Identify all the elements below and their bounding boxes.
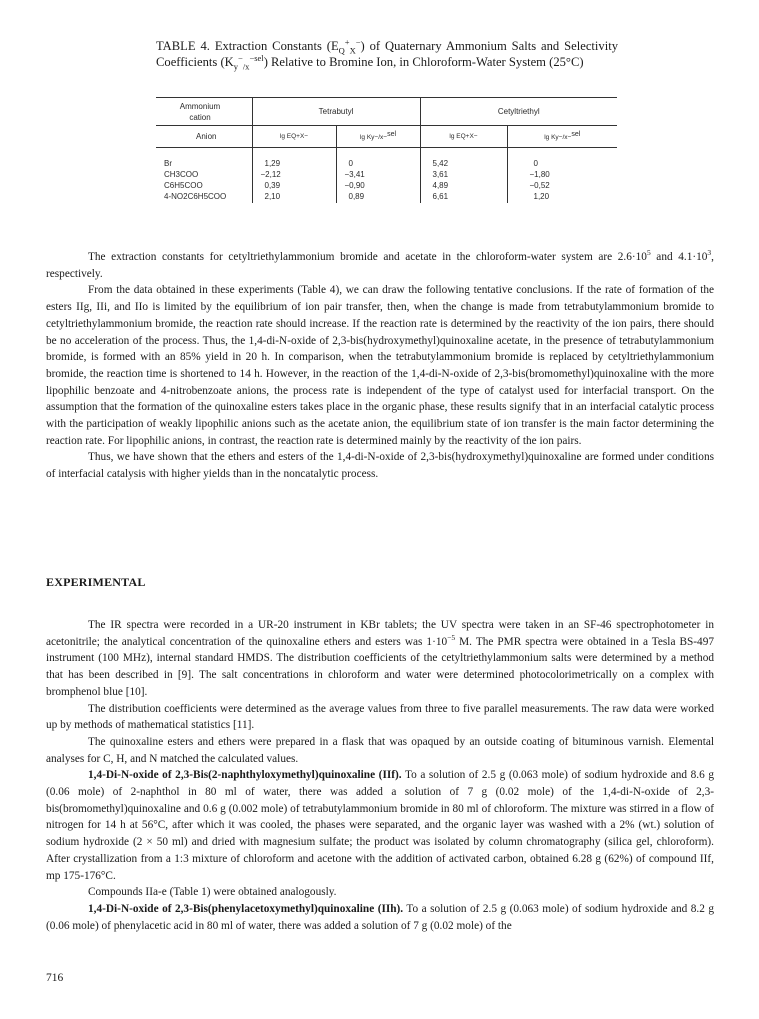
anion-cell: Br — [164, 158, 172, 168]
value-cell: 5,42 — [420, 158, 507, 169]
page-number: 716 — [46, 972, 64, 984]
extraction-constants-table — [156, 97, 617, 203]
caption-sup: −sel — [249, 52, 264, 63]
value-cell: 1,20 — [507, 191, 617, 203]
header-lg-k-tetrabutyl: lg Ky−/x−$^{sel}$ — [336, 126, 420, 148]
value-cell: 2,10 — [252, 191, 336, 203]
value-cell: 4,89 — [420, 180, 507, 191]
caption-sub: /x — [242, 61, 250, 72]
paragraph: Thus, we have shown that the ethers and esters of the 1,4-di-N-oxide of 2,3-bis(hydroxymethyl)quinoxaline are formed under conditions of interfacial catalysis with higher yields than in the noncatalytic process. — [46, 451, 714, 481]
caption-sup: − — [355, 36, 361, 47]
paragraph: The distribution coefficients were determined as the average values from three to five parallel measurements. The raw data were worked up by methods of mathematical statistics [11]. — [46, 702, 714, 732]
value-cell: −0,90 — [336, 180, 420, 191]
header-lg-e-cetyl: lg EQ+X− — [420, 126, 507, 148]
caption-text: ) Relative to Bromine Ion, in Chloroform-Water System (25°C) — [263, 55, 584, 69]
value-cell: −3,41 — [336, 169, 420, 180]
table-row — [156, 169, 617, 180]
table-row — [156, 191, 617, 203]
anion-cell: C6H5COO — [164, 180, 203, 190]
table-row — [156, 158, 617, 169]
paragraph: From the data obtained in these experiments (Table 4), we can draw the following tentative conclusions. If the rate of formation of the esters IIg, IIi, and IIo is limited by the equilibrium of ion pair transfer, then, when the change is made from tetrabutylammonium bromide to cetyltriethylammonium bromide, the reaction rate should increase. If the reaction rate is determined by the reactivity of the ion pairs, there should be no acceleration of the process. Thus, the 1,4-di-N-oxide of 2,3-bis(hydroxymethyl)quinoxaline acetate, in the presence of tetrabutylammonium bromide, is formed with an 85% yield in 20 h. In comparison, when the tetrabutylammonium bromide is replaced by cetyltriethylammonium bromide, the reaction time is shortened to 14 h. However, in the reaction of the 1,4-di-N-oxide of 2,3-bis(bromomethyl)quinoxaline with the more lipophilic benzoate and 4-nitrobenzoate anions, the process rate is independent of the type of catalyst used for interfacial transport. On the assumption that the formation of the quinoxaline esters takes place in the organic phase, these results signify that in an interfacial catalytic process with the participation of weakly lipophilic anions such as the acetate anion, the equilibrium state of ion transfer is the main factor determining the reaction rate. For lipophilic anions, in contrast, the reaction rate is determined mainly by the reactivity of the ion pairs. — [46, 284, 714, 447]
caption-sup: + — [344, 36, 350, 47]
caption-text: ) of Quaternary Ammonium Salts and Selectivity Coefficients (K — [156, 39, 618, 69]
value-cell: −1,80 — [507, 169, 617, 180]
header-lg-k-cetyl: lg Ky−/x−$^{sel}$ — [507, 126, 617, 148]
paragraph: The extraction constants for cetyltriethylammonium bromide and acetate in the chloroform-water system are $2.6\cdot 10^5$ and $4.1\cdot 10^3$, respectively. — [46, 248, 714, 280]
anion-cell: 4-NO2C6H5COO — [164, 192, 227, 201]
caption-text: TABLE 4. Extraction Constants (E — [156, 39, 339, 53]
discussion-section — [46, 249, 714, 483]
header-tetrabutyl: Tetrabutyl — [252, 98, 420, 126]
value-cell: 3,61 — [420, 169, 507, 180]
caption-sup: − — [238, 52, 243, 63]
header-cation: Ammonium cation — [179, 101, 221, 122]
anion-cell: CH3COO — [164, 169, 199, 179]
paragraph: The IR spectra were recorded in a UR-20 instrument in KBr tablets; the UV spectra were taken in an SF-46 spectrophotometer in acetonitrile; the analytical concentration of the quinoxaline ethers and esters was $1\cdot 10^{-5}$ M. The PMR spectra were obtained in a Tesla BS-497 instrument (100 MHz), internal standard HMDS. The distribution coefficients of the cetyltriethylammonium salts were determined by a method that has been described in [9]. The salt concentrations in chloroform and water were determined photocolorimetrically on a complex with bromphenol blue [10]. — [46, 619, 715, 698]
caption-sub: Q — [338, 45, 345, 56]
value-cell: 0 — [507, 158, 617, 169]
value-cell: 0 — [336, 158, 420, 169]
value-cell: −2,12 — [252, 169, 336, 180]
value-cell: 0,39 — [252, 180, 336, 191]
header-anion: Anion — [196, 132, 217, 141]
header-cetyltriethyl: Cetyltriethyl — [420, 98, 617, 126]
value-cell: 1,29 — [252, 158, 336, 169]
header-lg-e-tetrabutyl: lg EQ+X− — [252, 126, 336, 148]
paragraph: 1,4-Di-N-oxide of 2,3-Bis(phenylacetoxymethyl)quinoxaline (IIh). To a solution of 2.5 g (0.063 mole) of sodium hydroxide and 8.2 g (0.06 mole) of phenylacetic acid in 80 ml of water, there was added a solution of 7 g (0.02 mole) of the — [46, 902, 714, 932]
table-caption — [156, 38, 618, 70]
compound-title: 1,4-Di-N-oxide of 2,3-Bis(phenylacetoxymethyl)quinoxaline (IIh). — [88, 902, 404, 915]
value-cell: −0,52 — [507, 180, 617, 191]
paragraph: Compounds IIa-e (Table 1) were obtained analogously. — [88, 886, 337, 899]
value-cell: 0,89 — [336, 191, 420, 203]
value-cell: 6,61 — [420, 191, 507, 203]
paragraph: The quinoxaline esters and ethers were prepared in a flask that was opaqued by an outside coating of bituminous varnish. Elemental analyses for C, H, and N matched the calculated values. — [46, 735, 714, 765]
experimental-section — [46, 617, 714, 934]
paragraph: 1,4-Di-N-oxide of 2,3-Bis(2-naphthyloxymethyl)quinoxaline (IIf). To a solution of 2.5 g (0.063 mole) of sodium hydroxide and 8.6 g (0.06 mole) of 2-naphthol in 80 ml of water, there was added a solution of 7 g (0.02 mole) of the 1,4-di-N-oxide of 2,3-bis(bromomethyl)quinoxaline and 0.6 g (0.002 mole) of tetrabutylammonium bromide in 80 ml of chloroform. The mixture was stirred in a flow of nitrogen for 14 h at 56°C, after which it was cooled, the phases were separated, and the organic layer was washed with a 2% (wt.) solution of sodium hydroxide (2 × 50 ml) and dried with magnesium sulfate; the product was isolated by column chromatography (silica gel, chloroform). After crystallization from a 1:3 mixture of chloroform and acetone with the addition of activated carbon, obtained 6.28 g (62%) of compound IIf, mp 175-176°C. — [46, 769, 714, 882]
table-row — [156, 180, 617, 191]
caption-sub: X — [349, 45, 356, 56]
caption-sub: y — [233, 61, 239, 72]
compound-title: 1,4-Di-N-oxide of 2,3-Bis(2-naphthyloxymethyl)quinoxaline (IIf). — [88, 769, 402, 782]
section-heading: EXPERIMENTAL — [46, 575, 146, 589]
